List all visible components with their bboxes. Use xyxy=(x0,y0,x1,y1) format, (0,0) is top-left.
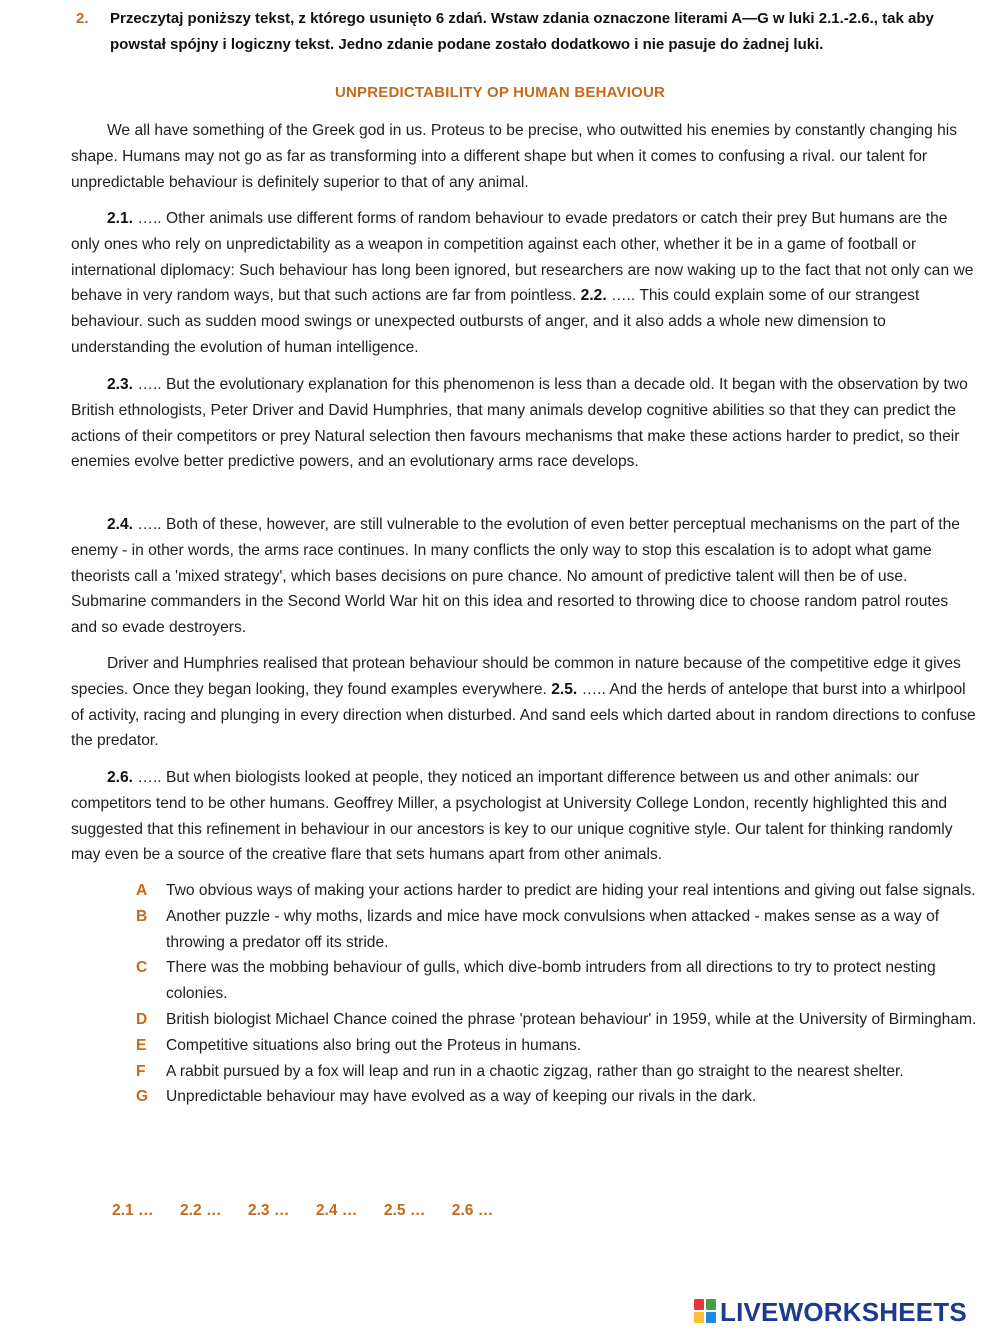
paragraph-2-text-a: ….. Other animals use different forms of random behaviour to evade predators or catch their prey But humans are the only ones who rely on unpredictability as a weapon in competition against each other, whether it be in a game of football or international diplomacy: Such behaviour has long been ignored, but researchers are now waking up to the fact that not only can we behave in very random ways, but that such actions are far from pointless. xyxy=(71,210,974,305)
option-letter: G xyxy=(136,1088,149,1106)
option-text: British biologist Michael Chance coined the phrase 'protean behaviour' in 1959, while at the University of Birmingham. xyxy=(166,1010,977,1028)
liveworksheets-logo xyxy=(694,1296,967,1328)
answer-row xyxy=(112,1202,515,1220)
answer-field-2-5[interactable]: 2.5 … xyxy=(383,1202,426,1219)
logo-square-green xyxy=(706,1299,716,1310)
option-text: There was the mobbing behaviour of gulls, which dive-bomb intruders from all directions to try to protect nesting colonies. xyxy=(166,959,936,1003)
paragraph-5 xyxy=(71,651,977,754)
option-item xyxy=(136,1059,981,1085)
task-number: 2. xyxy=(76,10,89,27)
gap-label-2-4: 2.4. xyxy=(107,516,134,533)
option-item xyxy=(136,1033,981,1059)
option-text: A rabbit pursued by a fox will leap and run in a chaotic zigzag, rather than go straight to the nearest shelter. xyxy=(166,1062,904,1080)
logo-square-blue xyxy=(706,1312,716,1323)
paragraph-2-text-b: ….. This could explain some of our strangest behaviour. such as sudden mood swings or unexpected outbursts of anger, and it also adds a whole new dimension to understanding the evolution of human intelligence. xyxy=(71,287,920,356)
option-item xyxy=(136,1084,981,1110)
article-title: UNPREDICTABILITY OP HUMAN BEHAVIOUR xyxy=(334,84,666,101)
paragraph-1 xyxy=(71,118,977,195)
option-letter: E xyxy=(136,1036,147,1054)
paragraph-2 xyxy=(71,206,977,361)
option-text: Competitive situations also bring out the Proteus in humans. xyxy=(166,1036,582,1054)
option-item xyxy=(136,878,981,904)
paragraph-4 xyxy=(71,512,977,641)
paragraph-6-text: ….. But when biologists looked at people, they noticed an important difference between us and other animals: our competitors tend to be other humans. Geoffrey Miller, a psychologist at University College London, recently highlighted this and suggested that this refinement in behaviour in our ancestors is key to our unique cognitive style. Our talent for thinking randomly may even be a source of the creative flare that sets humans apart from other animals. xyxy=(71,769,953,864)
option-letter: A xyxy=(136,882,148,899)
gap-label-2-5: 2.5. xyxy=(551,680,578,698)
logo-text: LIVEWORKSHEETS xyxy=(720,1296,967,1327)
task-instruction xyxy=(76,6,976,58)
option-item xyxy=(136,904,981,956)
option-text: Two obvious ways of making your actions harder to predict are hiding your real intentions and giving out false signals. xyxy=(166,882,976,899)
sentence-options-list xyxy=(136,878,981,1110)
gap-label-2-3: 2.3. xyxy=(107,376,134,393)
liveworksheets-logo-icon xyxy=(694,1299,718,1325)
option-letter: D xyxy=(136,1010,148,1028)
option-item xyxy=(136,1007,981,1033)
logo-square-yellow xyxy=(694,1312,704,1323)
option-text: Another puzzle - why moths, lizards and mice have mock convulsions when attacked - makes sense as a way of throwing a predator off its stride. xyxy=(166,907,940,951)
gap-label-2-6: 2.6. xyxy=(107,769,134,786)
option-letter: F xyxy=(136,1062,146,1080)
option-letter: C xyxy=(136,959,148,977)
answer-field-2-3[interactable]: 2.3 … xyxy=(247,1202,290,1219)
gap-label-2-2: 2.2. xyxy=(580,287,607,305)
paragraph-3-text: ….. But the evolutionary explanation for this phenomenon is less than a decade old. It began with the observation by two British ethnologists, Peter Driver and David Humphries, that many animals develop cognitive abilities so that they can predict the actions of their competitors or prey Natural selection then favours mechanisms that make these actions harder to predict, so their enemies evolve better predictive powers, and an evolutionary arms race develops. xyxy=(71,376,968,471)
answer-field-2-1[interactable]: 2.1 … xyxy=(112,1202,154,1219)
paragraph-5-text-a: Driver and Humphries realised that protean behaviour should be common in nature because of the competitive edge it gives species. Once they began looking, they found examples everywhere. xyxy=(71,655,961,698)
answer-field-2-4[interactable]: 2.4 … xyxy=(315,1202,358,1219)
option-letter: B xyxy=(136,907,148,925)
paragraph-1-text: We all have something of the Greek god in us. Proteus to be precise, who outwitted his enemies by constantly changing his shape. Humans may not go as far as transforming into a different shape but when it comes to confusing a rival. our talent for unpredictable behaviour is definitely superior to that of any animal. xyxy=(71,122,958,191)
paragraph-3 xyxy=(71,372,977,475)
paragraph-6 xyxy=(71,765,977,868)
option-item xyxy=(136,955,981,1007)
task-text: Przeczytaj poniższy tekst, z którego usunięto 6 zdań. Wstaw zdania oznaczone literami A—G w luki 2.1.-2.6., tak aby powstał spójny i logiczny tekst. Jedno zdanie podane zostało dodatkowo i nie pasuje do żadnej luki. xyxy=(110,10,934,53)
answer-field-2-6[interactable]: 2.6 … xyxy=(451,1202,494,1219)
paragraph-4-text: ….. Both of these, however, are still vulnerable to the evolution of even better perceptual mechanisms on the part of the enemy - in other words, the arms race continues. In many conflicts the only way to stop this escalation is to adopt what game theorists call a 'mixed strategy', which bases decisions on pure chance. No amount of predictive talent will then be of use. Submarine commanders in the Second World War hit on this idea and resorted to throwing dice to choose random patrol routes and so evade destroyers. xyxy=(71,516,960,637)
option-text: Unpredictable behaviour may have evolved as a way of keeping our rivals in the dark. xyxy=(166,1088,757,1106)
paragraph-5-text-b: ….. And the herds of antelope that burst into a whirlpool of activity, racing and plunging in every direction when disturbed. And sand eels which darted about in random directions to confuse the predator. xyxy=(71,680,976,750)
answer-field-2-2[interactable]: 2.2 … xyxy=(179,1202,222,1219)
gap-label-2-1: 2.1. xyxy=(107,210,134,227)
logo-square-red xyxy=(694,1299,704,1310)
